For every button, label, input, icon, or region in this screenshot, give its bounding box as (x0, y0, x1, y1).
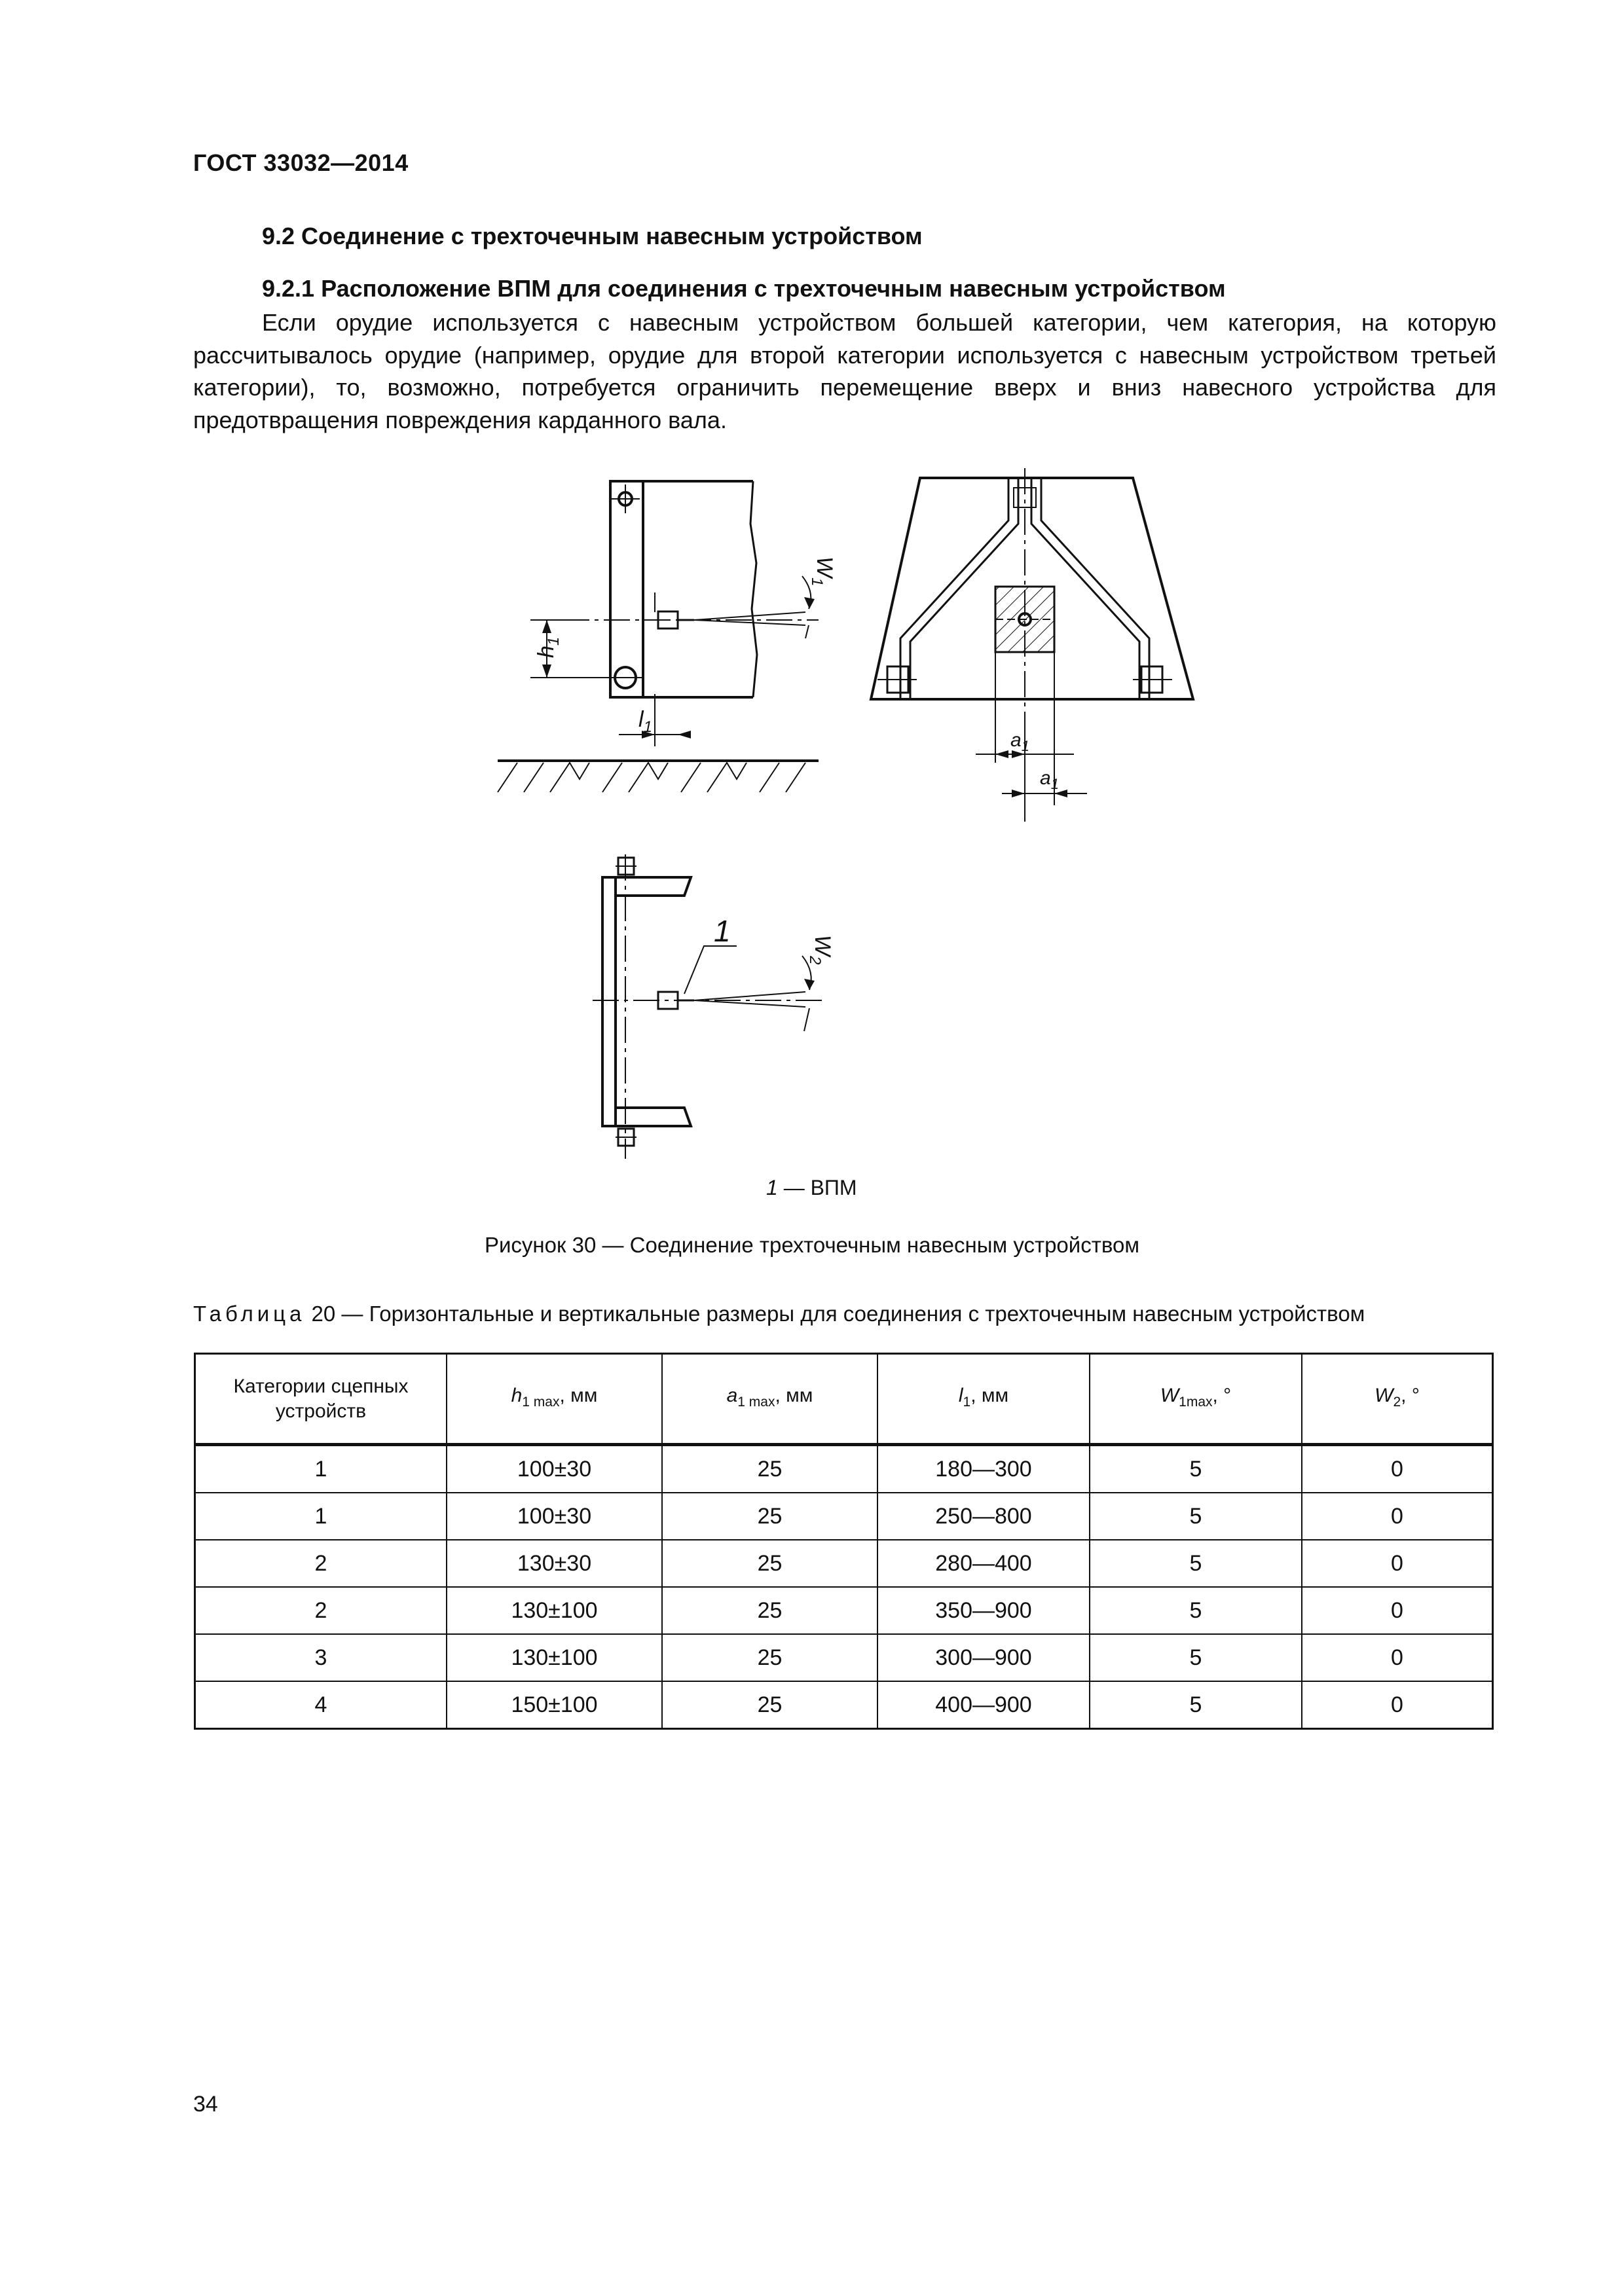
front-view-diagram (871, 468, 1193, 822)
table-caption: Таблица 20 — Горизонтальные и вертикальные размеры для соединения с трехточечным навесным устройством (193, 1302, 1365, 1326)
col-category: Категории сцепных устройств (195, 1354, 447, 1445)
table-row: 1 100±30 25 180—300 5 0 (195, 1445, 1493, 1493)
top-view-diagram (593, 854, 822, 1159)
col-l1: $l_1$, мм (877, 1354, 1090, 1445)
col-w1max: $W_{1max}$, ° (1090, 1354, 1302, 1445)
section-heading: 9.2 Соединение с трехточечным навесным устройством (262, 223, 923, 249)
table-row: 1 100±30 25 250—800 5 0 (195, 1493, 1493, 1540)
label-a1-lower: $a_1$ (1040, 767, 1059, 792)
body-paragraph: Если орудие используется с навесным устройством большей категории, чем категория, на которую рассчитывалось орудие (например, орудие для второй категории используется с навесным устройством третьей категории), то, возможно, потребуется ограничить перемещение вверх и вниз навесного устройства для предотвращения повреждения карданного вала. (193, 309, 1496, 433)
document-header: ГОСТ 33032—2014 (193, 149, 409, 176)
figure-caption: Рисунок 30 — Соединение трехточечным навесным устройством (484, 1233, 1140, 1257)
table-row: 2 130±100 25 350—900 5 0 (195, 1587, 1493, 1634)
label-w2: $W_2$ (806, 935, 835, 965)
table-row: 2 130±30 25 280—400 5 0 (195, 1540, 1493, 1587)
callout-1: 1 (714, 914, 731, 948)
label-h1: $h_1$ (534, 636, 563, 658)
label-l1: $l_1$ (638, 707, 652, 736)
figure-legend: 1 — ВПМ (766, 1176, 857, 1199)
col-w2: $W_2$, ° (1302, 1354, 1493, 1445)
subsection-heading: 9.2.1 Расположение ВПМ для соединения с трехточечным навесным устройством (262, 275, 1226, 302)
dimensions-table (194, 1353, 1494, 1730)
table-row: 4 150±100 25 400—900 5 0 (195, 1681, 1493, 1729)
col-h1max: $h_{1 max}$, мм (447, 1354, 662, 1445)
page-number: 34 (193, 2092, 218, 2117)
label-w1: $W_1$ (808, 556, 837, 587)
label-a1-upper: $a_1$ (1010, 729, 1029, 754)
side-view-diagram (498, 481, 819, 792)
col-a1max: $a_{1 max}$, мм (662, 1354, 877, 1445)
table-row: 3 130±100 25 300—900 5 0 (195, 1634, 1493, 1681)
table-header-row (195, 1354, 1493, 1445)
